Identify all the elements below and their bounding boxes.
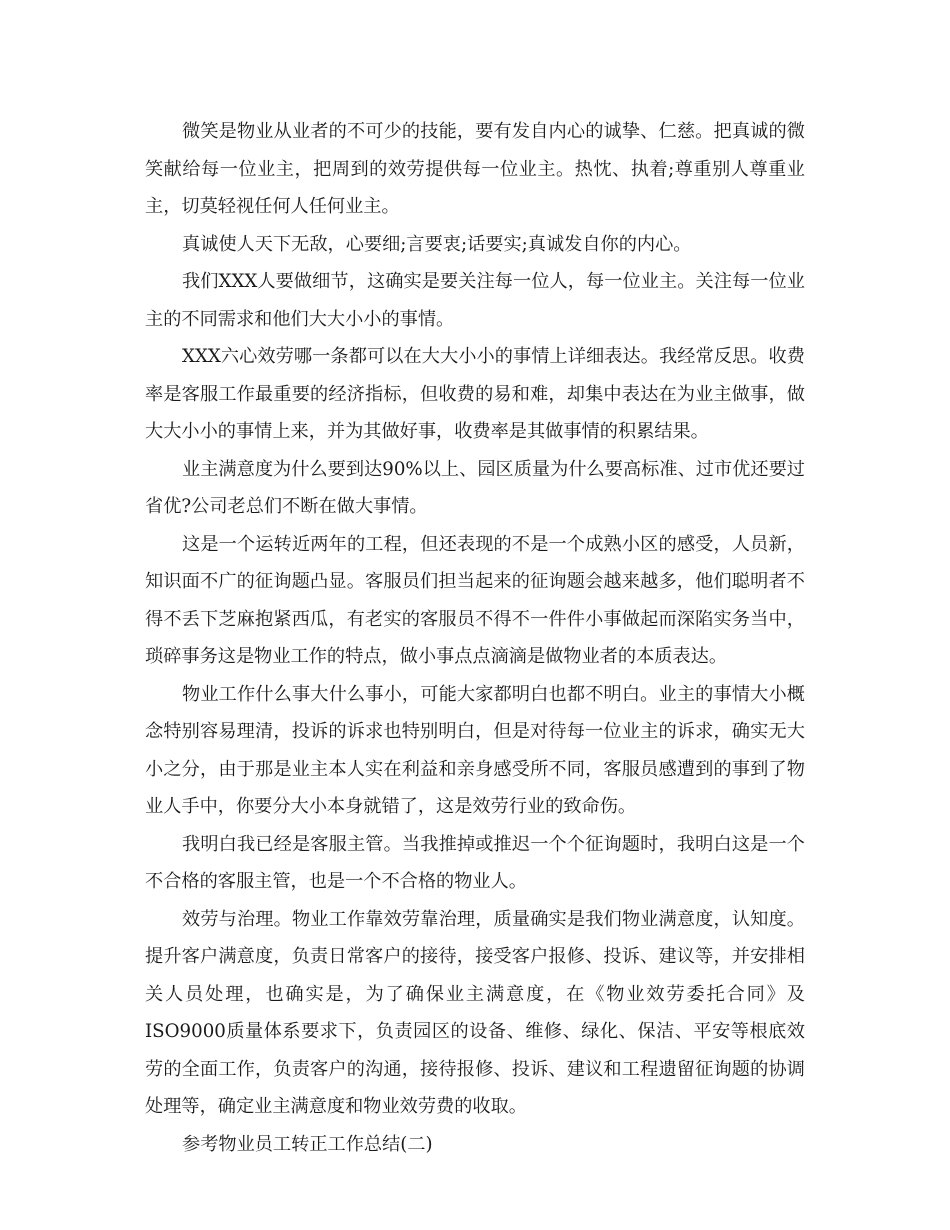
document-body — [145, 113, 805, 1163]
paragraph-big-small: 物业工作什么事大什么事小，可能大家都明白也都不明白。业主的事情大小概念特别容易理清，投诉的诉求也特别明白，但是对待每一位业主的诉求，确实无大小之分，由于那是业主本人实在利益和亲身感受所不同，客服员感遭到的事到了物业人手中，你要分大小本身就错了，这是效劳行业的致命伤。 — [145, 683, 805, 817]
paragraph-details: 我们XXX人要做细节，这确实是要关注每一位人，每一位业主。关注每一位业主的不同需求和他们大大小小的事情。 — [145, 271, 805, 330]
paragraph-project: 这是一个运转近两年的工程，但还表现的不是一个成熟小区的感受，人员新，知识面不广的征询题凸显。客服员们担当起来的征询题会越来越多，他们聪明者不得不丢下芝麻抱紧西瓜，有老实的客服员不得不一件件小事做起而深陷实务当中，琐碎事务这是物业工作的特点，做小事点点滴滴是做物业者的本质表达。 — [145, 533, 805, 667]
paragraph-sincerity: 真诚使人天下无敌，心要细;言要衷;话要实;真诚发自你的内心。 — [182, 233, 692, 255]
section-title: 参考物业员工转正工作总结(二) — [182, 1133, 433, 1155]
paragraph-satisfaction: 业主满意度为什么要到达90%以上、园区质量为什么要高标准、过市优还要过省优?公司老总们不断在做大事情。 — [145, 458, 805, 517]
paragraph-service-management: 效劳与治理。物业工作靠效劳靠治理，质量确实是我们物业满意度，认知度。提升客户满意度，负责日常客户的接待，接受客户报修、投诉、建议等，并安排相关人员处理，也确实是，为了确保业主满意度，在《物业效劳委托合同》及ISO9000质量体系要求下，负责园区的设备、维修、绿化、保洁、平安等根底效劳的全面工作，负责客户的沟通，接待报修、投诉、建议和工程遗留征询题的协调处理等，确定业主满意度和物业效劳费的收取。 — [145, 908, 805, 1117]
paragraph-six-heart-service: XXX六心效劳哪一条都可以在大大小小的事情上详细表达。我经常反思。收费率是客服工作最重要的经济指标，但收费的易和难，却集中表达在为业主做事，做大大小小的事情上来，并为其做好事，收费率是其做事情的积累结果。 — [145, 346, 805, 442]
paragraph-smile: 微笑是物业从业者的不可少的技能，要有发自内心的诚挚、仁慈。把真诚的微笑献给每一位业主，把周到的效劳提供每一位业主。热忱、执着;尊重别人尊重业主，切莫轻视任何人任何业主。 — [145, 121, 805, 217]
paragraph-supervisor: 我明白我已经是客服主管。当我推掉或推迟一个个征询题时，我明白这是一个不合格的客服主管，也是一个不合格的物业人。 — [145, 833, 805, 892]
